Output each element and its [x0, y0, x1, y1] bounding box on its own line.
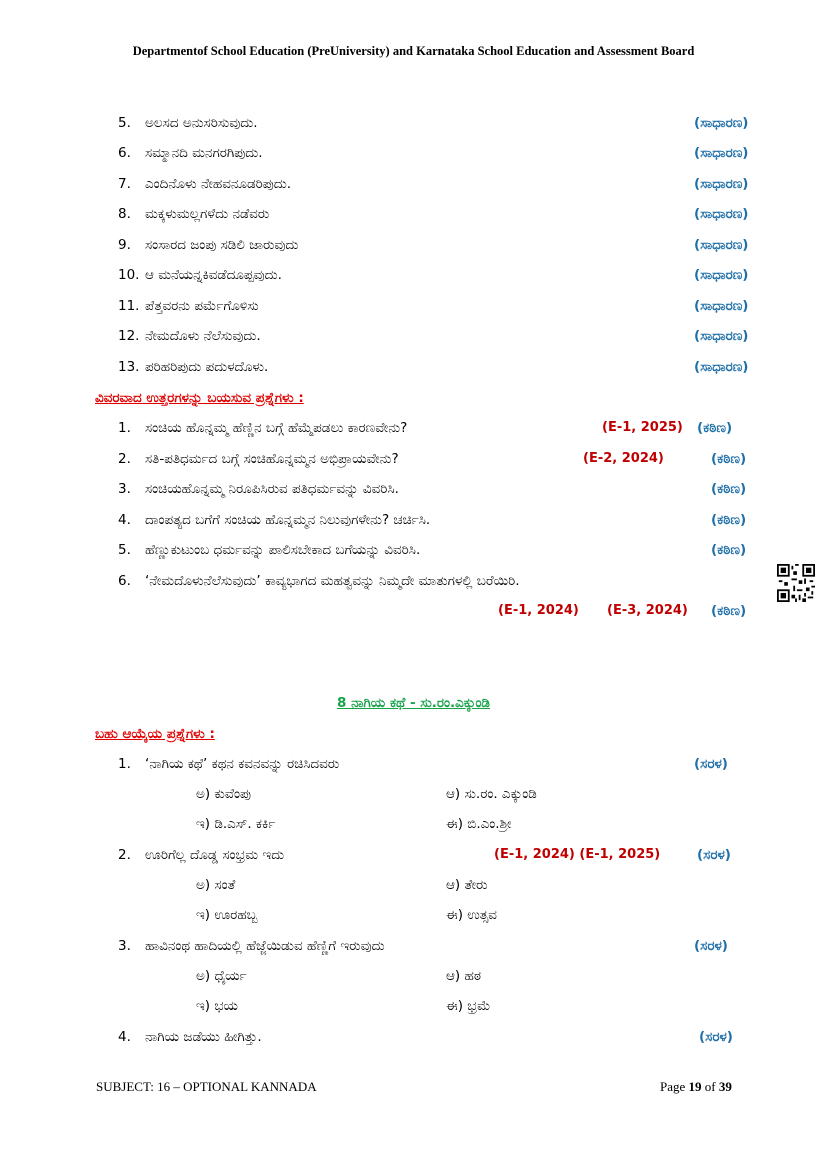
item-number: 7. — [118, 176, 131, 192]
item-number: 8. — [118, 206, 131, 222]
question-item — [0, 481, 827, 505]
question-item — [0, 420, 827, 444]
page-header: Departmentof School Education (PreUniversity) and Karnataka School Education and Assessment Board — [132, 44, 695, 58]
question-number: 1. — [118, 756, 131, 772]
exam-reference: (E-1, 2024) — [498, 603, 579, 618]
mcq-question — [0, 756, 827, 780]
difficulty-tag: (ಸರಳ) — [699, 1029, 733, 1045]
question-number: 4. — [118, 1029, 131, 1045]
question-text: ನಾಗಿಯ ಜಡೆಯು ಹೀಗಿತ್ತು. — [145, 1029, 262, 1045]
answer-option: ಈ) ಬಿ.ಎಂ.ಶ್ರೀ — [446, 816, 512, 832]
difficulty-tag: (ಕಠಿಣ) — [697, 420, 733, 436]
difficulty-tag: (ಸಾಧಾರಣ) — [694, 206, 749, 222]
difficulty-tag: (ಸಾಧಾರಣ) — [694, 267, 749, 283]
answer-option: ಅ) ಸಂತೆ — [196, 877, 236, 893]
difficulty-tag: (ಸಾಧಾರಣ) — [694, 176, 749, 192]
question-item — [0, 512, 827, 536]
item-text: ಅಲಸದ ಅನುಸರಿಸುವುದು. — [145, 115, 258, 131]
list-item — [0, 176, 827, 200]
difficulty-tag: (ಕಠಿಣ) — [711, 603, 747, 619]
list-item — [0, 237, 827, 261]
list-item — [0, 267, 827, 291]
answer-option: ಈ) ಭ್ರಮೆ — [446, 998, 491, 1014]
exam-reference: (E-1, 2024) (E-1, 2025) — [494, 847, 661, 862]
answer-option: ಅ) ಕುವೆಂಪು — [196, 786, 251, 802]
question-number: 1. — [118, 420, 131, 436]
answer-option: ಆ) ಹಠ — [446, 968, 481, 984]
section-heading-mcq: ಬಹು ಆಯ್ಕೆಯ ಪ್ರಶ್ನೆಗಳು : — [95, 726, 215, 742]
exam-reference: (E-1, 2025) — [602, 420, 683, 435]
list-item — [0, 206, 827, 230]
mcq-question — [0, 847, 827, 871]
question-text: ಹಾವಿನಂಥ ಹಾದಿಯಲ್ಲಿ ಹೆಜ್ಜೆಯಿಡುವ ಹೆಣ್ಣಿಗೆ ಇರುವುದು — [145, 938, 385, 954]
difficulty-tag: (ಕಠಿಣ) — [711, 512, 747, 528]
answer-option: ಇ) ಭಯ — [196, 998, 239, 1014]
question-number: 5. — [118, 542, 131, 558]
list-item — [0, 328, 827, 352]
item-text: ಮಕ್ಕಳುಮಲ್ಲಗಳೆದು ನಡೆವರು — [145, 206, 270, 222]
question-number: 6. — [118, 573, 131, 589]
item-text: ಸಂಸಾರದ ಜಂಪು ಸಡಿಲಿ ಜಾರುವುದು — [145, 237, 299, 253]
difficulty-tag: (ಕಠಿಣ) — [711, 451, 747, 467]
answer-option: ಅ) ಧೈರ್ಯ — [196, 968, 247, 984]
item-text: ಸಮ್ಮಾನದಿ ಮನಗರಗಿಪುದು. — [145, 145, 263, 161]
section-heading-long-answers: ವಿವರವಾದ ಉತ್ತರಗಳನ್ನು ಬಯಸುವ ಪ್ರಶ್ನೆಗಳು : — [95, 390, 304, 406]
item-text: ಪೆತ್ತವರನು ಪರ್ಮೆಗೊಳಿಸು — [145, 298, 259, 314]
mcq-question — [0, 1029, 827, 1053]
question-number: 3. — [118, 481, 131, 497]
item-text: ಎಂದಿನೊಳು ನೇಹವನೂಡರಿಪುದು. — [145, 176, 292, 192]
item-number: 10. — [118, 267, 140, 283]
answer-option: ಇ) ಡಿ.ಎಸ್. ಕರ್ಕಿ — [196, 816, 276, 832]
question-text: ಊರಿಗೆಲ್ಲ ದೊಡ್ಡ ಸಂಭ್ರಮ ಇದು — [145, 847, 285, 863]
answer-option: ಈ) ಉತ್ಸವ — [446, 907, 497, 923]
question-item — [0, 573, 827, 597]
question-number: 4. — [118, 512, 131, 528]
item-number: 13. — [118, 359, 140, 375]
footer-page-number: Page 19 of 39 — [660, 1079, 732, 1094]
item-number: 11. — [118, 298, 140, 314]
difficulty-tag: (ಸಾಧಾರಣ) — [694, 145, 749, 161]
answer-option: ಆ) ಸು.ರಂ. ಎಕ್ಕುಂಡಿ — [446, 786, 537, 802]
question-text: ಹೆಣ್ಣುಕುಟುಂಬ ಧರ್ಮವನ್ನು ಪಾಲಿಸಬೇಕಾದ ಬಗೆಯನ್ನು ವಿವರಿಸಿ. — [145, 542, 421, 558]
question-text: ‘ನಾಗಿಯ ಕಥೆ’ ಕಥನ ಕವನವನ್ನು ರಚಿಸಿದವರು — [145, 756, 340, 772]
item-text: ಪರಿಹರಿಪುದು ಪದುಳದೊಳು. — [145, 359, 269, 375]
difficulty-tag: (ಸಾಧಾರಣ) — [694, 237, 749, 253]
difficulty-tag: (ಸಾಧಾರಣ) — [694, 115, 749, 131]
question-text: ಸಂಚಿಯ ಹೊನ್ನಮ್ಮ ಹೆಣ್ಣಿನ ಬಗ್ಗೆ ಹೆಮ್ಮೆಪಡಲು ಕಾರಣವೇನು? — [145, 420, 408, 436]
question-text: ದಾಂಪತ್ಯದ ಬಗೆಗೆ ಸಂಚಿಯ ಹೊನ್ನಮ್ಮನ ನಿಲುವುಗಳೇನು? ಚರ್ಚಿಸಿ. — [145, 512, 431, 528]
difficulty-tag: (ಸರಳ) — [697, 847, 731, 863]
difficulty-tag: (ಸರಳ) — [694, 938, 728, 954]
item-number: 5. — [118, 115, 131, 131]
item-number: 12. — [118, 328, 140, 344]
item-number: 6. — [118, 145, 131, 161]
answer-option: ಆ) ತೇರು — [446, 877, 488, 893]
question-number: 2. — [118, 847, 131, 863]
question-6-references — [0, 603, 827, 627]
difficulty-tag: (ಕಠಿಣ) — [711, 542, 747, 558]
list-item — [0, 298, 827, 322]
difficulty-tag: (ಸಾಧಾರಣ) — [694, 328, 749, 344]
difficulty-tag: (ಸಾಧಾರಣ) — [694, 298, 749, 314]
list-item — [0, 145, 827, 169]
item-text: ಆ ಮನೆಯನ್ನಕಿವಡೆದೂಪ್ಪವುದು. — [145, 267, 282, 283]
question-item — [0, 451, 827, 475]
footer-subject: SUBJECT: 16 – OPTIONAL KANNADA — [96, 1079, 317, 1094]
list-item — [0, 359, 827, 383]
item-text: ನೇಮದೊಳು ನೆಲೆಸುವುದು. — [145, 328, 261, 344]
exam-reference: (E-2, 2024) — [583, 451, 664, 466]
difficulty-tag: (ಸಾಧಾರಣ) — [694, 359, 749, 375]
list-item — [0, 115, 827, 139]
question-number: 2. — [118, 451, 131, 467]
question-text: ಸತಿ-ಪತಿಧರ್ಮದ ಬಗ್ಗೆ ಸಂಚಿಹೊನ್ನಮ್ಮನ ಅಭಿಪ್ರಾಯವೇನು? — [145, 451, 399, 467]
qr-code-icon — [777, 564, 815, 602]
answer-option: ಇ) ಊರಹಬ್ಬ — [196, 907, 258, 923]
mcq-question — [0, 938, 827, 962]
question-number: 3. — [118, 938, 131, 954]
exam-reference: (E-3, 2024) — [607, 603, 688, 618]
question-text: ಸಂಚಿಯಹೊನ್ನಮ್ಮ ನಿರೂಪಿಸಿರುವ ಪತಿಧರ್ಮವನ್ನು ವಿವರಿಸಿ. — [145, 481, 399, 497]
question-text: ‘ನೇಮದೊಳುನೆಲೆಸುವುದು’ ಕಾವ್ಯಭಾಗದ ಮಹತ್ವವನ್ನು ನಿಮ್ಮದೇ ಮಾತುಗಳಲ್ಲಿ ಬರೆಯಿರಿ. — [145, 573, 520, 589]
difficulty-tag: (ಕಠಿಣ) — [711, 481, 747, 497]
difficulty-tag: (ಸರಳ) — [694, 756, 728, 772]
item-number: 9. — [118, 237, 131, 253]
chapter-title: 8 ನಾಗಿಯ ಕಥೆ - ಸು.ರಂ.ಎಕ್ಕುಂಡಿ — [337, 695, 490, 711]
question-item — [0, 542, 827, 566]
